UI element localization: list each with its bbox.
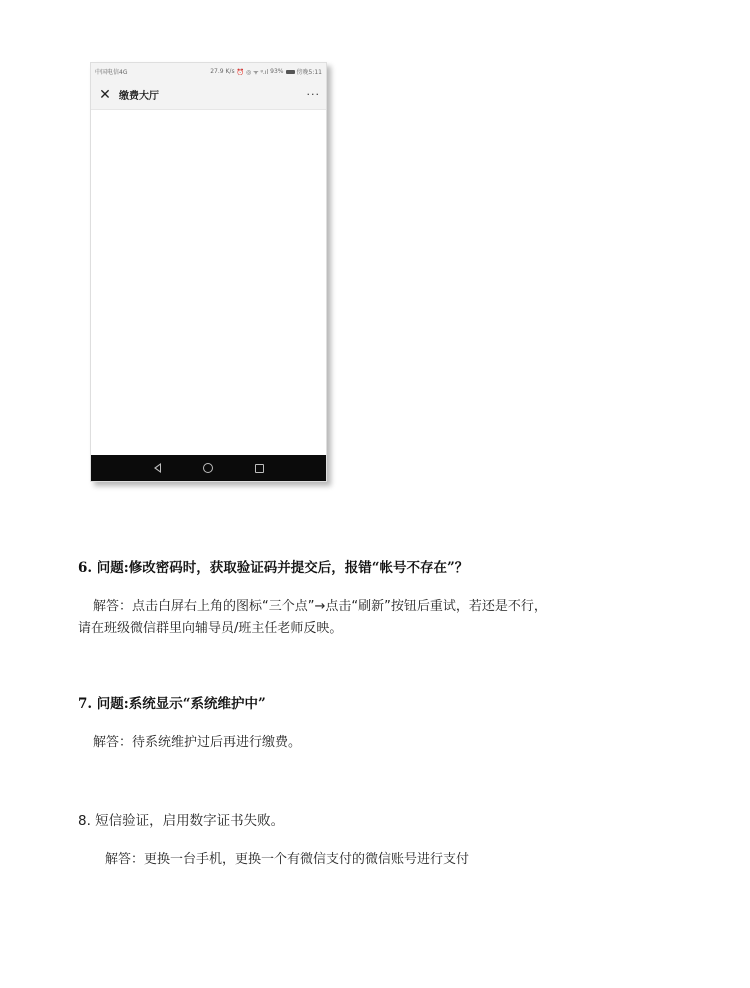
recent-apps-icon[interactable] — [255, 464, 264, 473]
network-speed: 27.9 K/s — [210, 68, 235, 75]
clock: 傍晚5:11 — [296, 69, 322, 76]
status-bar — [91, 63, 326, 80]
close-icon[interactable]: ✕ — [99, 86, 111, 103]
battery-icon — [286, 70, 295, 74]
signal-icons: ⏰ ◎ ᯤ ᵍ.ıl — [236, 68, 269, 76]
more-icon[interactable]: ··· — [306, 88, 320, 101]
phone-screenshot — [90, 62, 327, 482]
status-right — [210, 67, 322, 76]
question-6: 6. 问题:修改密码时，获取验证码并提交后，报错“帐号不存在”？ — [78, 560, 469, 576]
battery-percent: 93% — [270, 68, 284, 75]
answer-6-line1: 解答：点击白屏右上角的图标“三个点”→点击“刷新”按钮后重试，若还是不行， — [93, 599, 547, 614]
carrier-label: 中国电信4G — [95, 69, 128, 76]
question-7: 7. 问题:系统显示“系统维护中” — [78, 696, 266, 712]
home-icon[interactable] — [203, 463, 213, 473]
question-8: 8. 短信验证，启用数字证书失败。 — [78, 813, 285, 829]
answer-8: 解答：更换一台手机，更换一个有微信支付的微信账号进行支付 — [105, 852, 470, 867]
android-nav-bar — [91, 455, 326, 481]
back-icon[interactable] — [154, 463, 161, 473]
answer-6-line2: 请在班级微信群里向辅导员/班主任老师反映。 — [78, 621, 343, 636]
answer-7: 解答：待系统维护过后再进行缴费。 — [93, 735, 302, 750]
page-title: 缴费大厅 — [119, 91, 159, 102]
title-bar — [91, 80, 326, 110]
